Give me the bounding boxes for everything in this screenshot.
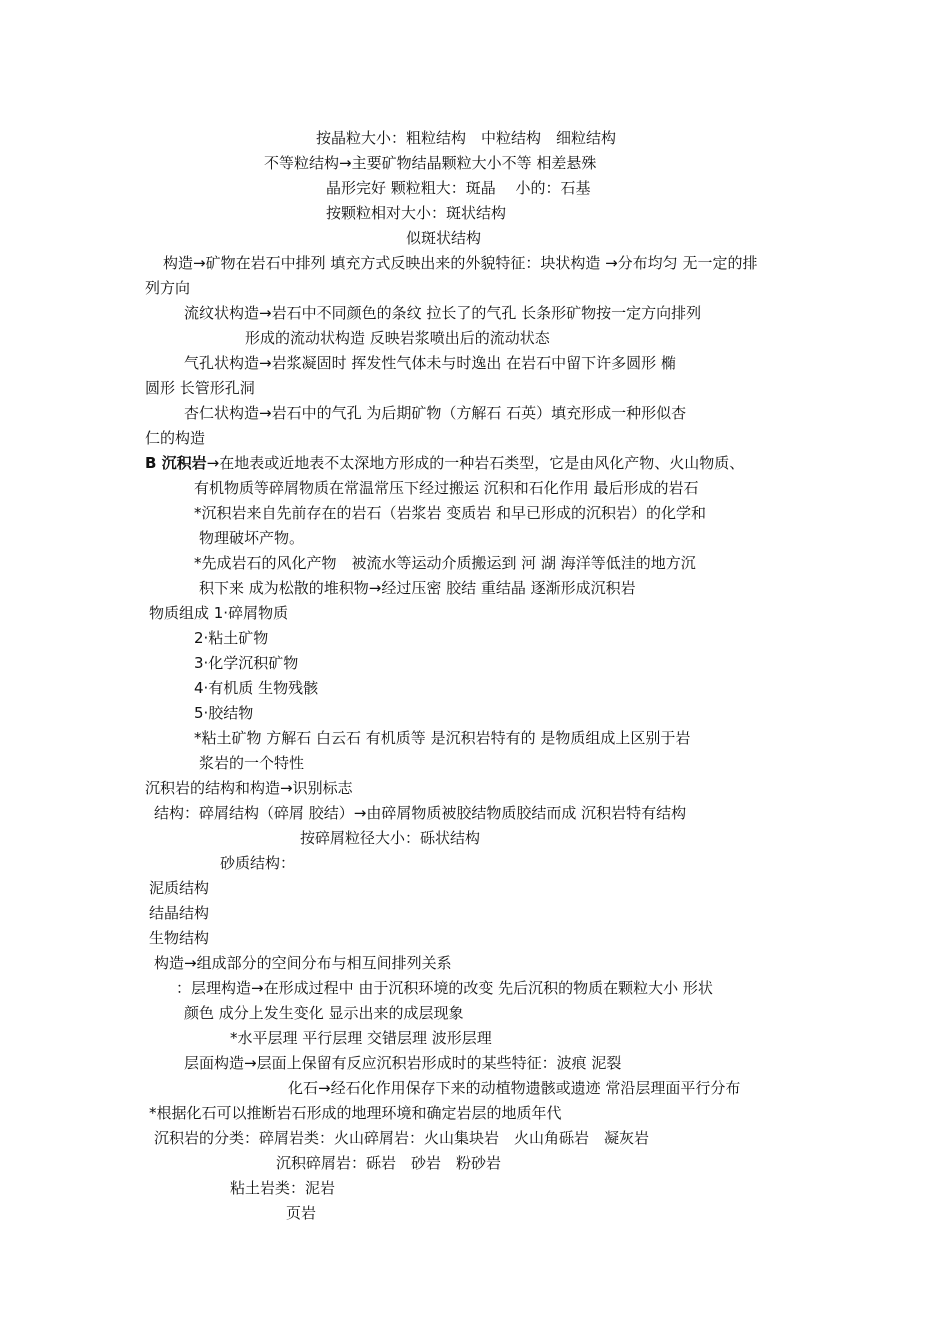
- text-line: 沉积碎屑岩：砾岩 砂岩 粉砂岩: [276, 1154, 502, 1172]
- text-line: 颜色 成分上发生变化 显示出来的成层现象: [184, 1004, 464, 1022]
- text-line: 列方向: [145, 279, 191, 297]
- text-line: *先成岩石的风化产物 被流水等运动介质搬运到 河 湖 海洋等低洼的地方沉: [194, 554, 696, 572]
- text-line: 似斑状结构: [406, 229, 482, 247]
- text-line: 沉积岩的结构和构造→识别标志: [145, 779, 353, 797]
- text-line: 沉积岩的分类：碎屑岩类：火山碎屑岩：火山集块岩 火山角砾岩 凝灰岩: [154, 1129, 650, 1147]
- text-line: 2·粘土矿物: [194, 629, 269, 647]
- text-line: 结晶结构: [149, 904, 210, 922]
- text-line: 3·化学沉积矿物: [194, 654, 299, 672]
- text-line: 按晶粒大小：粗粒结构 中粒结构 细粒结构: [316, 129, 617, 147]
- text-line: 形成的流动状构造 反映岩浆喷出后的流动状态: [245, 329, 550, 347]
- text-line: *沉积岩来自先前存在的岩石（岩浆岩 变质岩 和早已形成的沉积岩）的化学和: [194, 504, 707, 522]
- text-line: 气孔状构造→岩浆凝固时 挥发性气体未与时逸出 在岩石中留下许多圆形 椭: [184, 354, 676, 372]
- text-line: 物质组成 1·碎屑物质: [149, 604, 289, 622]
- text-line: 不等粒结构→主要矿物结晶颗粒大小不等 相差悬殊: [264, 154, 597, 172]
- text-line: 流纹状构造→岩石中不同颜色的条纹 拉长了的气孔 长条形矿物按一定方向排列: [184, 304, 702, 322]
- text-line: ：层理构造→在形成过程中 由于沉积环境的改变 先后沉积的物质在颗粒大小 形状: [176, 979, 713, 997]
- text-line: 物理破坏产物。: [199, 529, 305, 547]
- text-line: 构造→组成部分的空间分布与相互间排列关系: [154, 954, 452, 972]
- text-line: 按碎屑粒径大小：砾状结构: [300, 829, 481, 847]
- text-line: 砂质结构：: [220, 854, 296, 872]
- text-line: 5·胶结物: [194, 704, 254, 722]
- text-line: 晶形完好 颗粒粗大：斑晶 小的：石基: [326, 179, 591, 197]
- text-line: 页岩: [286, 1204, 317, 1222]
- text-line: 杏仁状构造→岩石中的气孔 为后期矿物（方解石 石英）填充形成一种形似杏: [184, 404, 687, 422]
- text-line: 层面构造→层面上保留有反应沉积岩形成时的某些特征：波痕 泥裂: [184, 1054, 622, 1072]
- text-line: *水平层理 平行层理 交错层理 波形层理: [230, 1029, 492, 1047]
- text-line: 泥质结构: [149, 879, 210, 897]
- text-line: 生物结构: [149, 929, 210, 947]
- text-line: 仁的构造: [145, 429, 206, 447]
- text-line: 有机物质等碎屑物质在常温常压下经过搬运 沉积和石化作用 最后形成的岩石: [194, 479, 699, 497]
- text-line: 化石→经石化作用保存下来的动植物遗骸或遗迹 常沿层理面平行分布: [288, 1079, 741, 1097]
- section-heading: B 沉积岩: [145, 454, 207, 472]
- text-line: *根据化石可以推断岩石形成的地理环境和确定岩层的地质年代: [149, 1104, 562, 1122]
- text-line: 4·有机质 生物残骸: [194, 679, 319, 697]
- section-definition: →在地表或近地表不太深地方形成的一种岩石类型，它是由风化产物、火山物质、: [206, 454, 745, 472]
- text-line: 粘土岩类：泥岩: [230, 1179, 336, 1197]
- section-heading-line: [145, 453, 744, 473]
- text-line: 圆形 长管形孔洞: [145, 379, 255, 397]
- text-line: 浆岩的一个特性: [199, 754, 305, 772]
- text-line: 按颗粒相对大小：斑状结构: [326, 204, 507, 222]
- text-line: *粘土矿物 方解石 白云石 有机质等 是沉积岩特有的 是物质组成上区别于岩: [194, 729, 691, 747]
- text-line: 构造→矿物在岩石中排列 填充方式反映出来的外貌特征：块状构造 →分布均匀 无一定的排: [163, 254, 758, 272]
- text-line: 结构：碎屑结构（碎屑 胶结）→由碎屑物质被胶结物质胶结而成 沉积岩特有结构: [154, 804, 687, 822]
- text-line: 积下来 成为松散的堆积物→经过压密 胶结 重结晶 逐渐形成沉积岩: [199, 579, 636, 597]
